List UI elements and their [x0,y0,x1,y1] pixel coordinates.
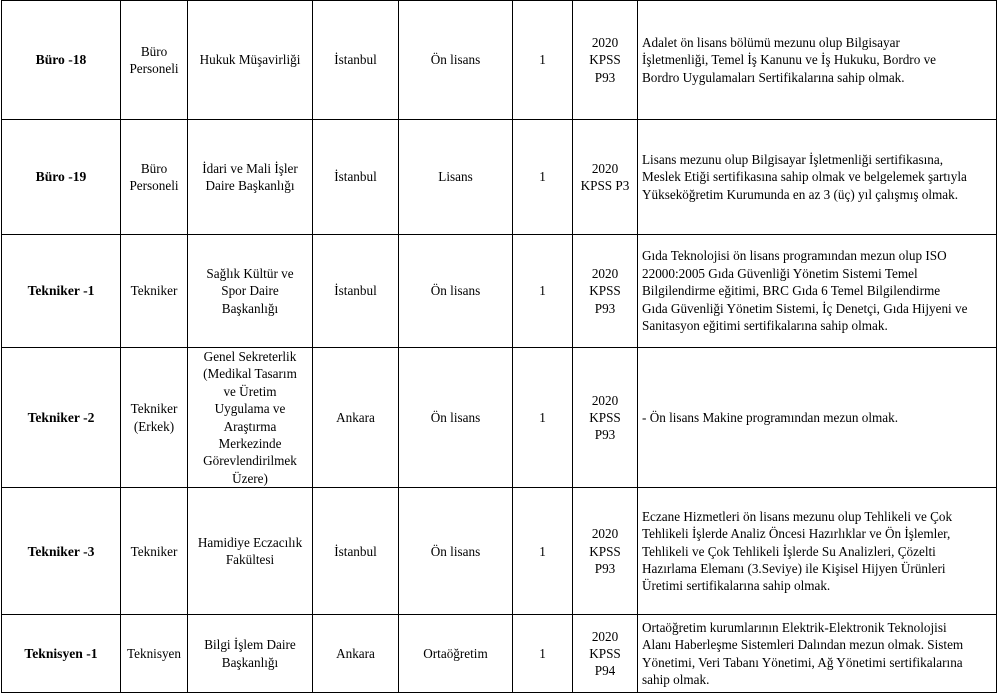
position-code: Tekniker -1 [2,235,121,348]
position-unit: Genel Sekreterlik (Medikal Tasarım ve Üretim Uygulama ve Araştırma Merkezinde Görevlendirilmek Üzere) [188,348,313,488]
position-unit: Bilgi İşlem Daire Başkanlığı [188,615,313,693]
position-exam: 2020 KPSS P93 [573,348,638,488]
position-exam: 2020 KPSS P94 [573,615,638,693]
position-code: Tekniker -3 [2,488,121,615]
position-code: Teknisyen -1 [2,615,121,693]
position-requirement: Eczane Hizmetleri ön lisans mezunu olup Tehlikeli ve Çok Tehlikeli İşlerde Analiz Öncesi Hazırlıklar ve Ön İşlemler, Tehlikeli ve Çok Tehlikeli İşlerde Su Analizleri, Çözelti Hazırlama Elemanı (3.Seviye) ile Kişisel Hijyen Ürünleri Üretimi sertifikalarına sahip olmak. [638,488,997,615]
position-city: Ankara [313,348,399,488]
position-code: Tekniker -2 [2,348,121,488]
table-row [2,120,997,235]
position-unit: İdari ve Mali İşler Daire Başkanlığı [188,120,313,235]
position-unit: Hamidiye Eczacılık Fakültesi [188,488,313,615]
position-exam: 2020 KPSS P93 [573,1,638,120]
position-title: Tekniker [121,488,188,615]
position-count: 1 [513,348,573,488]
position-city: İstanbul [313,1,399,120]
position-education: Ortaöğretim [399,615,513,693]
position-code: Büro -19 [2,120,121,235]
position-title: Büro Personeli [121,1,188,120]
position-city: İstanbul [313,120,399,235]
position-requirement: Adalet ön lisans bölümü mezunu olup Bilgisayar İşletmenliği, Temel İş Kanunu ve İş Hukuku, Bordro ve Bordro Uygulamaları Sertifikalarına sahip olmak. [638,1,997,120]
position-exam: 2020 KPSS P3 [573,120,638,235]
position-unit: Sağlık Kültür ve Spor Daire Başkanlığı [188,235,313,348]
position-count: 1 [513,615,573,693]
position-requirement: Ortaöğretim kurumlarının Elektrik-Elektronik Teknolojisi Alanı Haberleşme Sistemleri Dalından mezun olmak. Sistem Yönetimi, Veri Tabanı Yönetimi, Ağ Yönetimi sertifikalarına sahip olmak. [638,615,997,693]
position-unit: Hukuk Müşavirliği [188,1,313,120]
position-count: 1 [513,488,573,615]
position-title: Tekniker (Erkek) [121,348,188,488]
position-requirement: Gıda Teknolojisi ön lisans programından mezun olup ISO 22000:2005 Gıda Güvenliği Yönetim Sistemi Temel Bilgilendirme eğitimi, BRC Gıda 6 Temel Bilgilendirme Gıda Güvenliği Yönetim Sistemi, İç Denetçi, Gıda Hijyeni ve Sanitasyon eğitimi sertifikalarına sahip olmak. [638,235,997,348]
table-row [2,235,997,348]
position-count: 1 [513,120,573,235]
position-exam: 2020 KPSS P93 [573,488,638,615]
position-title: Teknisyen [121,615,188,693]
position-exam: 2020 KPSS P93 [573,235,638,348]
position-count: 1 [513,235,573,348]
position-education: Ön lisans [399,1,513,120]
position-requirement: - Ön lisans Makine programından mezun olmak. [638,348,997,488]
position-education: Ön lisans [399,235,513,348]
position-education: Ön lisans [399,348,513,488]
position-city: İstanbul [313,235,399,348]
position-title: Büro Personeli [121,120,188,235]
positions-table [1,0,997,693]
position-city: İstanbul [313,488,399,615]
position-count: 1 [513,1,573,120]
table-row [2,615,997,693]
table-row [2,348,997,488]
position-city: Ankara [313,615,399,693]
position-education: Ön lisans [399,488,513,615]
position-code: Büro -18 [2,1,121,120]
position-education: Lisans [399,120,513,235]
table-row [2,1,997,120]
position-requirement: Lisans mezunu olup Bilgisayar İşletmenliği sertifikasına, Meslek Etiği sertifikasına sahip olmak ve belgelemek şartıyla Yükseköğretim Kurumunda en az 3 (üç) yıl çalışmış olmak. [638,120,997,235]
position-title: Tekniker [121,235,188,348]
table-row [2,488,997,615]
